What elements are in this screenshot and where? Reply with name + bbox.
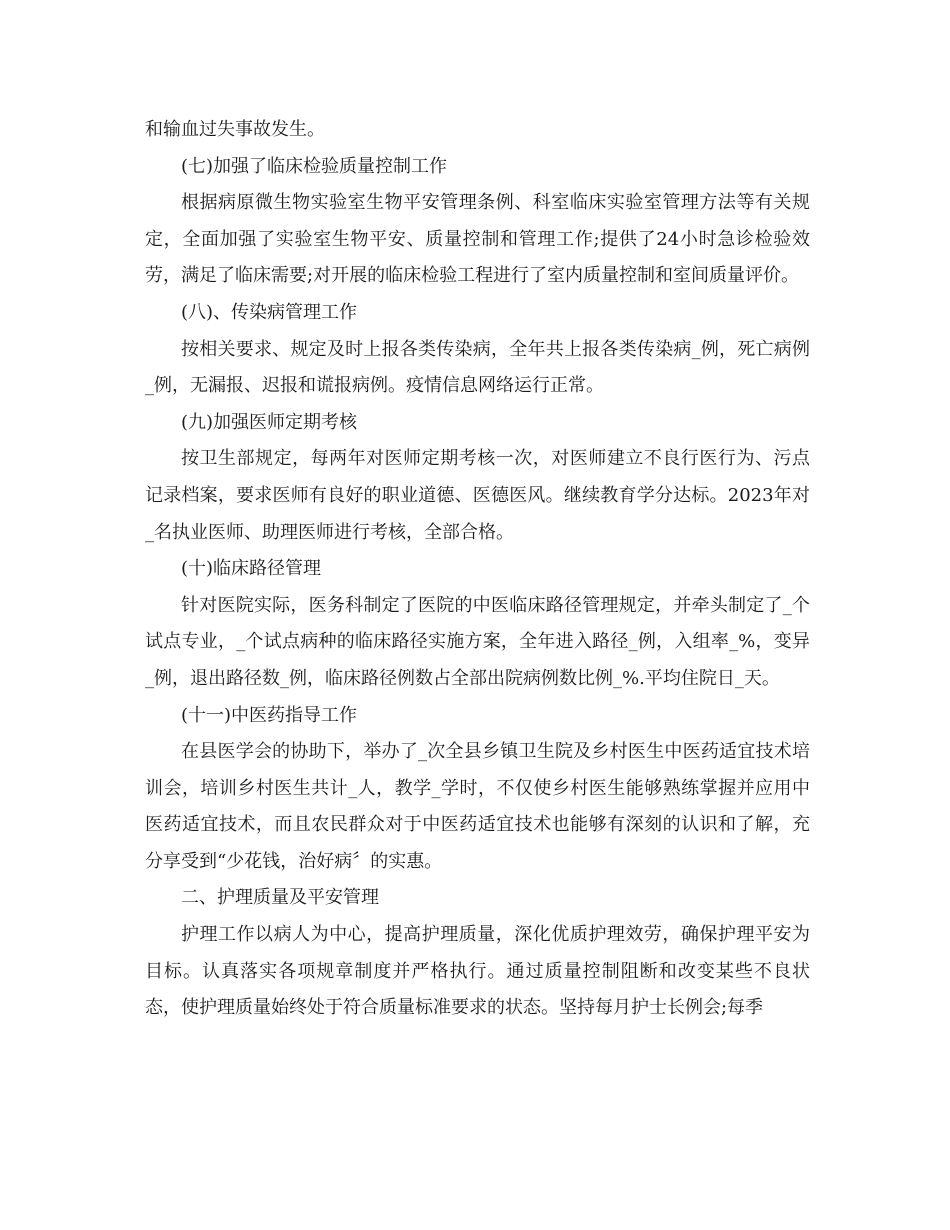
paragraph-infectious-disease: 按相关要求、规定及时上报各类传染病，全年共上报各类传染病_例，死亡病例_例，无漏报、迟报和谎报病例。疫情信息网络运行正常。 xyxy=(145,338,810,397)
section-heading-9: (九)加强医师定期考核 xyxy=(181,411,358,433)
section-heading-7: (七)加强了临床检验质量控制工作 xyxy=(181,155,448,177)
paragraph-continuation: 和输血过失事故发生。 xyxy=(145,119,325,140)
section-heading-8: (八)、传染病管理工作 xyxy=(181,301,358,323)
document-body xyxy=(145,112,810,1027)
paragraph-lab-quality: 根据病原微生物实验室生物平安管理条例、科室临床实验室管理方法等有关规定，全面加强了实验室生物平安、质量控制和管理工作;提供了24小时急诊检验效劳，满足了临床需要;对开展的临床检验工程进行了室内质量控制和室间质量评价。 xyxy=(145,192,810,287)
paragraph-tcm-guidance: 在县医学会的协助下，举办了_次全县乡镇卫生院及乡村医生中医药适宜技术培训会，培训乡村医生共计_人，教学_学时，不仅使乡村医生能够熟练掌握并应用中医药适宜技术，而且农民群众对于中医药适宜技术也能够有深刻的认识和了解，充分享受到“少花钱，治好病〞的实惠。 xyxy=(145,741,810,872)
paragraph-physician-assessment: 按卫生部规定，每两年对医师定期考核一次，对医师建立不良行医行为、污点记录档案，要求医师有良好的职业道德、医德医风。继续教育学分达标。2023年对_名执业医师、助理医师进行考核，全部合格。 xyxy=(145,448,810,543)
paragraph-nursing-quality: 护理工作以病人为中心，提高护理质量，深化优质护理效劳，确保护理平安为目标。认真落实各项规章制度并严格执行。通过质量控制阻断和改变某些不良状态，使护理质量始终处于符合质量标准要求的状态。坚持每月护士长例会;每季 xyxy=(145,924,810,1019)
section-heading-nursing: 二、护理质量及平安管理 xyxy=(181,887,379,909)
section-heading-10: (十)临床路径管理 xyxy=(181,558,322,580)
section-heading-11: (十一)中医药指导工作 xyxy=(181,704,358,726)
paragraph-clinical-pathway: 针对医院实际，医务科制定了医院的中医临床路径管理规定，并牵头制定了_个试点专业，_个试点病种的临床路径实施方案，全年进入路径_例，入组率_%，变异_例，退出路径数_例，临床路径例数占全部出院病例数比例_%.平均住院日_天。 xyxy=(145,594,810,689)
